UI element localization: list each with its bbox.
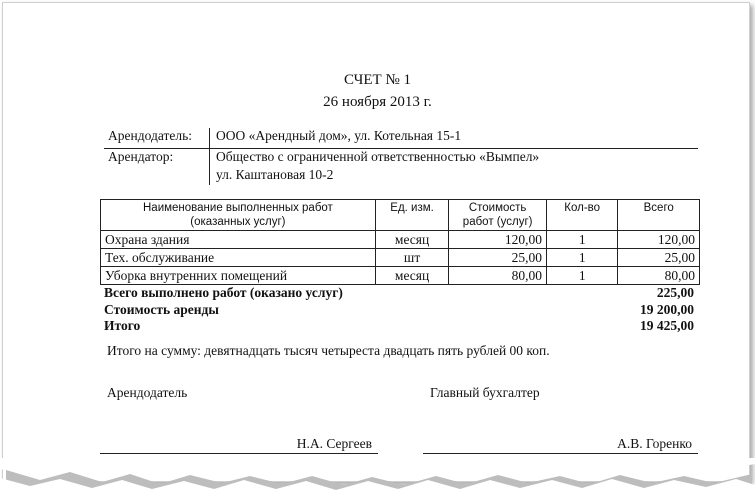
row-cost: 120,00 <box>449 231 547 249</box>
works-total-row <box>104 285 694 301</box>
rent-total-label: Стоимость аренды <box>104 302 219 317</box>
col-unit-header: Ед. изм. <box>375 200 448 231</box>
invoice-title: СЧЕТ № 1 <box>343 72 412 88</box>
row-total: 120,00 <box>618 231 700 249</box>
accountant-signature-line <box>423 453 698 454</box>
col-name-header: Наименование выполненных работ (оказанных услуг) <box>101 200 376 231</box>
table-row <box>101 249 700 267</box>
grand-total-row <box>104 318 694 334</box>
row-unit: шт <box>375 249 448 267</box>
accountant-signature-name: А.В. Горенко <box>617 436 692 451</box>
invoice-date: 26 ноября 2013 г. <box>323 94 432 110</box>
landlord-signature-role: Арендодатель <box>107 385 188 400</box>
works-total-value: 225,00 <box>656 285 694 300</box>
row-cost: 80,00 <box>449 267 547 285</box>
row-total: 80,00 <box>618 267 700 285</box>
torn-paper-edge <box>0 458 755 503</box>
rent-total-value: 19 200,00 <box>640 302 694 317</box>
row-qty: 1 <box>546 249 617 267</box>
rent-total-row <box>104 302 694 318</box>
landlord-signature-name: Н.А. Сергеев <box>296 436 372 451</box>
grand-total-value: 19 425,00 <box>640 318 694 333</box>
row-name: Охрана здания <box>101 231 376 249</box>
landlord-row <box>104 128 698 149</box>
row-cost: 25,00 <box>449 249 547 267</box>
row-qty: 1 <box>546 231 617 249</box>
table-row <box>101 231 700 249</box>
works-total-label: Всего выполнено работ (оказано услуг) <box>104 285 343 300</box>
tenant-row <box>104 149 698 185</box>
row-name: Тех. обслуживание <box>101 249 376 267</box>
landlord-signature-line <box>100 453 378 454</box>
amount-in-words: Итого на сумму: девятнадцать тысяч четыреста двадцать пять рублей 00 коп. <box>107 343 550 358</box>
divider <box>209 128 210 148</box>
landlord-value: ООО «Арендный дом», ул. Котельная 15-1 <box>216 128 462 143</box>
col-cost-header: Стоимость работ (услуг) <box>449 200 547 231</box>
row-unit: месяц <box>375 267 448 285</box>
row-qty: 1 <box>546 267 617 285</box>
landlord-label: Арендодатель: <box>108 128 192 143</box>
works-table <box>100 199 700 285</box>
row-unit: месяц <box>375 231 448 249</box>
row-total: 25,00 <box>618 249 700 267</box>
divider <box>209 149 210 185</box>
tenant-address: ул. Каштановая 10-2 <box>216 167 334 182</box>
col-qty-header: Кол-во <box>546 200 617 231</box>
grand-total-label: Итого <box>104 318 141 333</box>
accountant-signature-role: Главный бухгалтер <box>430 385 540 400</box>
table-row <box>101 267 700 285</box>
tenant-label: Арендатор: <box>108 149 174 164</box>
col-total-header: Всего <box>618 200 700 231</box>
tenant-value: Общество с ограниченной ответственностью «Вымпел» <box>216 149 540 164</box>
table-header-row <box>101 200 700 231</box>
row-name: Уборка внутренних помещений <box>101 267 376 285</box>
